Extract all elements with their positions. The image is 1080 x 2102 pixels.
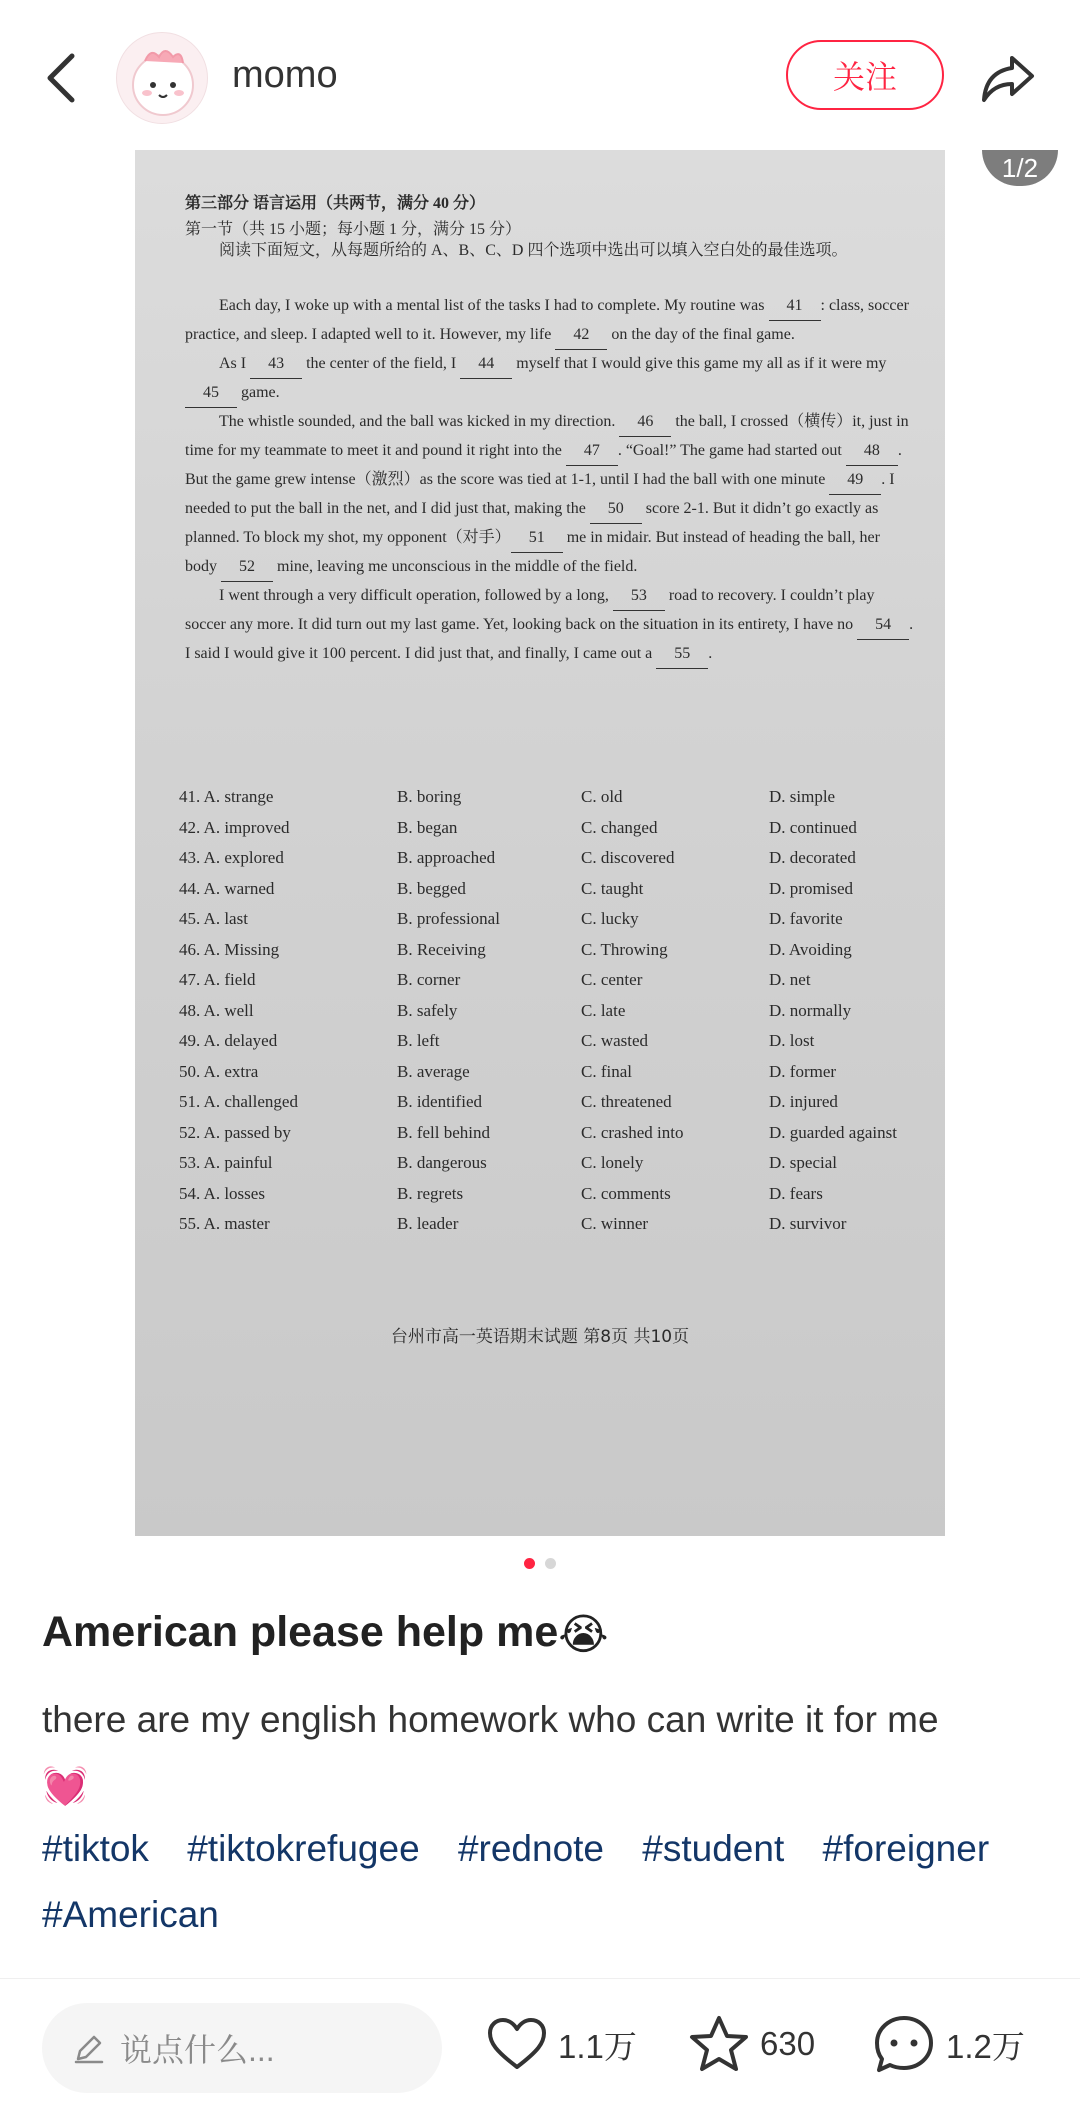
hashtag-link[interactable]: #tiktok: [42, 1828, 149, 1869]
option-row: [179, 1057, 949, 1088]
passage-text: . I needed to put the ball in the net, and I did just that, making the: [185, 471, 895, 517]
option-choice: B. professional: [397, 909, 500, 929]
carousel-dots: [0, 1558, 1080, 1569]
passage-text: As I: [219, 355, 251, 372]
passage-paragraph: [185, 292, 915, 350]
option-choice: B. left: [397, 1031, 440, 1051]
option-choice: D. guarded against: [769, 1122, 897, 1142]
option-choice: B. average: [397, 1061, 470, 1081]
option-choice: C. changed: [581, 817, 658, 837]
post-tags: [42, 1816, 1052, 1948]
exam-options-list: [179, 782, 949, 1240]
option-choice: D. net: [769, 970, 811, 990]
exam-passage: [185, 292, 915, 669]
passage-text: : class, soccer practice, and sleep. I adapted well to it. However, my life: [185, 297, 909, 343]
blank-48: 48: [846, 437, 898, 466]
option-choice: C. crashed into: [581, 1122, 684, 1142]
option-row: [179, 904, 949, 935]
comment-bubble-icon: [872, 2013, 936, 2075]
option-choice: C. wasted: [581, 1031, 649, 1051]
blank-46: 46: [619, 408, 671, 437]
option-choice: 43. A. explored: [179, 848, 284, 868]
passage-text: on the day of the final game.: [607, 326, 795, 343]
option-row: [179, 1026, 949, 1057]
option-choice: 50. A. extra: [179, 1061, 259, 1081]
hashtag-link[interactable]: #tiktokrefugee: [187, 1828, 420, 1869]
hashtag-link[interactable]: #rednote: [457, 1828, 605, 1869]
collect-count: 630: [760, 2025, 816, 2062]
passage-text: . I said I would give it 100 percent. I did just that, and finally, I came out a: [185, 616, 914, 662]
passage-text: I went through a very difficult operation, followed by a long,: [219, 587, 613, 604]
passage-text: score 2-1. But it didn’t go exactly as planned. To block my shot, my opponent（对手）: [185, 500, 879, 546]
option-row: [179, 843, 949, 874]
passage-paragraph: [185, 350, 915, 408]
option-choice: C. Throwing: [581, 939, 668, 959]
option-choice: B. dangerous: [397, 1153, 487, 1173]
option-row: [179, 996, 949, 1027]
blank-55: 55: [656, 640, 708, 669]
option-choice: C. discovered: [581, 848, 675, 868]
option-row: [179, 1087, 949, 1118]
hashtag-link[interactable]: #foreigner: [822, 1828, 990, 1869]
option-row: [179, 1118, 949, 1149]
option-choice: D. fears: [769, 1183, 823, 1203]
carousel-dot-active[interactable]: [524, 1558, 535, 1569]
post-title-text: American please help me: [42, 1608, 559, 1656]
heart-emoji: 💓: [42, 1765, 89, 1807]
option-choice: D. continued: [769, 817, 857, 837]
post-header: [0, 0, 1080, 150]
option-choice: 49. A. delayed: [179, 1031, 278, 1051]
passage-text: . “Goal!” The game had started out: [617, 442, 846, 459]
option-choice: B. corner: [397, 970, 461, 990]
option-choice: D. special: [769, 1153, 837, 1173]
hashtag-link[interactable]: #student: [642, 1828, 785, 1869]
passage-text: the ball, I crossed（横传）it, just in time for my teammate to meet it and pound it right into the: [185, 413, 909, 459]
blank-44: 44: [460, 350, 512, 379]
exam-instruction: 阅读下面短文，从每题所给的 A、B、C、D 四个选项中选出可以填入空白处的最佳选项。: [219, 242, 848, 259]
option-choice: B. fell behind: [397, 1122, 491, 1142]
heart-icon: [486, 2015, 548, 2073]
passage-paragraph: [185, 408, 915, 582]
option-choice: 41. A. strange: [179, 787, 274, 807]
post-body-text: there are my english homework who can write it for me: [42, 1699, 939, 1740]
comment-count: 1.2万: [946, 2027, 1025, 2065]
pencil-icon: [72, 2031, 106, 2065]
option-row: [179, 813, 949, 844]
blank-49: 49: [829, 466, 881, 495]
option-choice: B. identified: [397, 1092, 482, 1112]
option-choice: D. lost: [769, 1031, 815, 1051]
share-button[interactable]: [978, 48, 1038, 108]
passage-text: game.: [237, 384, 280, 401]
passage-text: road to recovery. I couldn’t play soccer any more. It did turn out my last game. Yet, looking back on the situation in its entirety, I have no: [185, 587, 875, 633]
passage-text: .: [708, 645, 713, 662]
follow-button[interactable]: 关注: [786, 40, 944, 110]
option-choice: C. lonely: [581, 1153, 644, 1173]
comment-placeholder: 说点什么...: [120, 2032, 275, 2068]
comment-input[interactable]: [42, 2003, 442, 2093]
exam-page-footer: 台州市高一英语期末试题 第8页 共10页: [390, 1327, 690, 1347]
option-choice: D. favorite: [769, 909, 843, 929]
option-choice: C. center: [581, 970, 643, 990]
passage-paragraph: [185, 582, 915, 669]
option-choice: C. late: [581, 1000, 626, 1020]
passage-text: The whistle sounded, and the ball was kicked in my direction.: [219, 413, 620, 430]
option-choice: 46. A. Missing: [179, 939, 280, 959]
option-choice: C. final: [581, 1061, 632, 1081]
avatar[interactable]: [116, 32, 208, 124]
option-choice: D. simple: [769, 787, 836, 807]
option-choice: C. comments: [581, 1183, 671, 1203]
option-choice: 45. A. last: [179, 909, 248, 929]
passage-text: Each day, I woke up with a mental list of the tasks I had to complete. My routine was: [219, 297, 769, 314]
option-choice: 55. A. master: [179, 1214, 270, 1234]
option-row: [179, 1148, 949, 1179]
blank-45: 45: [185, 379, 237, 408]
option-choice: 54. A. losses: [179, 1183, 265, 1203]
back-button[interactable]: [38, 48, 88, 108]
option-choice: B. began: [397, 817, 458, 837]
option-row: [179, 874, 949, 905]
option-choice: 42. A. improved: [179, 817, 290, 837]
option-choice: C. winner: [581, 1214, 649, 1234]
option-choice: B. Receiving: [397, 939, 486, 959]
exam-section-heading: 第一节（共 15 小题；每小题 1 分，满分 15 分）: [185, 221, 522, 238]
option-row: [179, 965, 949, 996]
crying-face-emoji: 😭: [558, 1610, 609, 1659]
blank-47: 47: [566, 437, 618, 466]
option-choice: 48. A. well: [179, 1000, 254, 1020]
blank-50: 50: [590, 495, 642, 524]
option-choice: C. lucky: [581, 909, 639, 929]
blank-54: 54: [857, 611, 909, 640]
option-choice: 47. A. field: [179, 970, 256, 990]
like-count: 1.1万: [558, 2027, 637, 2065]
option-choice: D. Avoiding: [769, 939, 852, 959]
option-choice: D. normally: [769, 1000, 852, 1020]
option-choice: 52. A. passed by: [179, 1122, 291, 1142]
comment-button[interactable]: [872, 2009, 1025, 2079]
option-choice: C. old: [581, 787, 623, 807]
option-row: [179, 1209, 949, 1240]
exam-part-heading: 第三部分 语言运用（共两节，满分 40 分）: [185, 195, 486, 212]
option-choice: B. approached: [397, 848, 496, 868]
option-choice: B. regrets: [397, 1183, 464, 1203]
like-button[interactable]: [486, 2009, 637, 2079]
post-title: [42, 1608, 608, 1660]
passage-text: . But the game grew intense（激烈）as the score was tied at 1-1, until I had the ball with one minute: [185, 442, 902, 488]
option-row: [179, 935, 949, 966]
passage-text: myself that I would give this game my all as if it were my: [512, 355, 887, 372]
carousel-dot[interactable]: [545, 1558, 556, 1569]
username[interactable]: momo: [232, 54, 338, 96]
option-row: [179, 782, 949, 813]
option-choice: D. decorated: [769, 848, 856, 868]
chevron-left-icon: [38, 48, 88, 108]
passage-text: the center of the field, I: [302, 355, 461, 372]
avatar-cartoon-icon: [117, 33, 208, 124]
option-choice: 51. A. challenged: [179, 1092, 298, 1112]
option-row: [179, 1179, 949, 1210]
option-choice: B. boring: [397, 787, 462, 807]
option-choice: D. survivor: [769, 1214, 847, 1234]
option-choice: C. threatened: [581, 1092, 672, 1112]
star-icon: [688, 2014, 750, 2074]
hashtag-link[interactable]: #American: [42, 1894, 219, 1935]
collect-button[interactable]: [688, 2009, 815, 2079]
bottom-action-bar: [0, 1978, 1080, 2102]
option-choice: 53. A. painful: [179, 1153, 273, 1173]
option-choice: C. taught: [581, 878, 644, 898]
passage-text: mine, leaving me unconscious in the middle of the field.: [273, 558, 638, 575]
option-choice: 44. A. warned: [179, 878, 275, 898]
image-page-indicator: 1/2: [982, 150, 1058, 186]
option-choice: D. promised: [769, 878, 854, 898]
post-body: [42, 1688, 1052, 1818]
blank-43: 43: [250, 350, 302, 379]
option-choice: B. leader: [397, 1214, 459, 1234]
passage-text: me in midair. But instead of heading the ball, her body: [185, 529, 880, 575]
blank-42: 42: [555, 321, 607, 350]
option-choice: B. safely: [397, 1000, 458, 1020]
blank-52: 52: [221, 553, 273, 582]
blank-51: 51: [511, 524, 563, 553]
option-choice: D. former: [769, 1061, 837, 1081]
post-image-carousel[interactable]: [0, 150, 1080, 1536]
exam-paper-photo: [135, 150, 945, 1536]
share-arrow-icon: [978, 48, 1038, 108]
blank-53: 53: [613, 582, 665, 611]
blank-41: 41: [769, 292, 821, 321]
option-choice: B. begged: [397, 878, 466, 898]
option-choice: D. injured: [769, 1092, 838, 1112]
